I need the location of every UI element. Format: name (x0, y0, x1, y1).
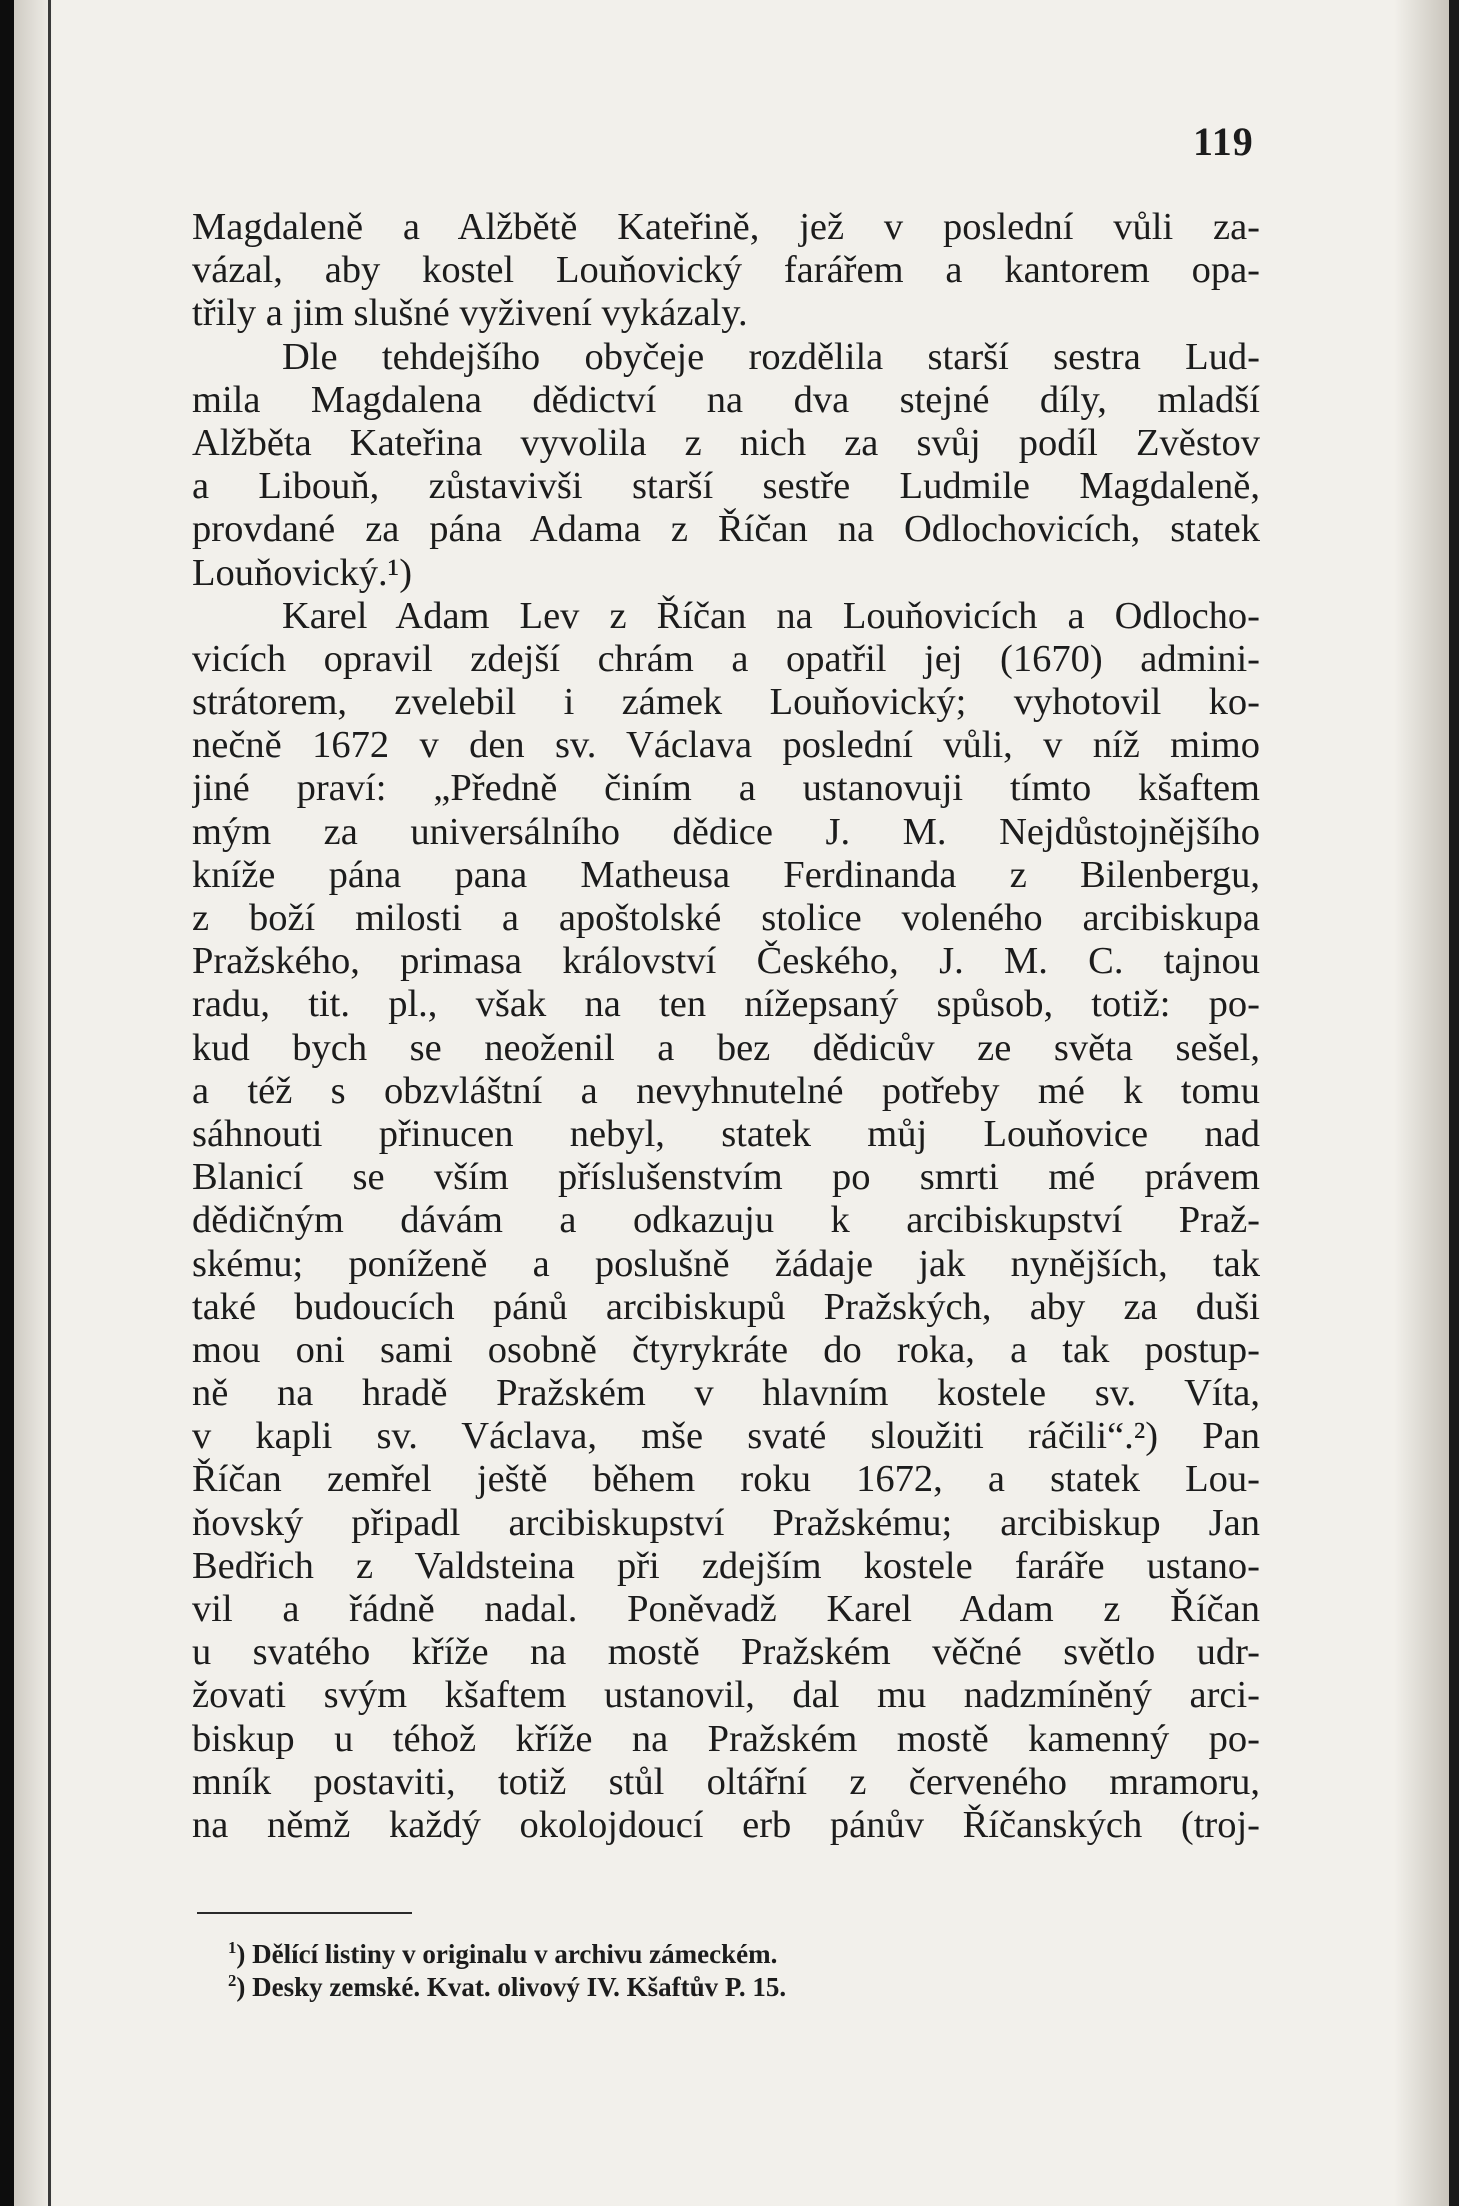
text-line: vicích opravil zdejší chrám a opatřil jej (1670) admini- (192, 637, 1260, 680)
text-line: kud bych se neoženil a bez dědicův ze světa sešel, (192, 1026, 1260, 1069)
text-line: a též s obzvláštní a nevyhnutelné potřeby mé k tomu (192, 1069, 1260, 1112)
footnote-rule (197, 1912, 412, 1914)
text-line: Magdaleně a Alžbětě Kateřině, jež v poslední vůli za- (192, 206, 1260, 248)
footnote-paren: ) (236, 1972, 253, 2002)
body-text (192, 206, 1260, 1847)
footnote-text: Dělící listiny v originalu v archivu zámeckém. (252, 1939, 778, 1969)
text-line: strátorem, zvelebil i zámek Louňovický; vyhotovil ko- (192, 681, 1260, 724)
footnote-mark: 1 (228, 1938, 237, 1957)
text-line: také budoucích pánů arcibiskupů Pražských, aby za duši (192, 1285, 1260, 1328)
text-line: vil a řádně nadal. Poněvadž Karel Adam z Říčan (192, 1588, 1260, 1630)
text-line: sáhnouti přinucen nebyl, statek můj Louňovice nad (192, 1112, 1260, 1155)
text-line: biskup u téhož kříže na Pražském mostě kamenný po- (192, 1717, 1260, 1760)
text-line: ně na hradě Pražském v hlavním kostele sv. Víta, (192, 1372, 1260, 1415)
footnote-mark: 2 (228, 1971, 237, 1990)
text-line: v kapli sv. Václava, mše svaté sloužiti ráčili“.²) Pan (192, 1415, 1260, 1458)
text-line: Bedřich z Valdsteina při zdejším kostele faráře ustano- (192, 1544, 1260, 1587)
page-number: 119 (1193, 119, 1254, 164)
footnote-paren: ) (236, 1939, 253, 1969)
text-line: Blanicí se vším příslušenstvím po smrti mé právem (192, 1156, 1260, 1199)
text-line: a Libouň, zůstavivši starší sestře Ludmile Magdaleně, (192, 465, 1260, 508)
text-line: mou oni sami osobně čtyrykráte do roka, a tak postup- (192, 1328, 1260, 1371)
footnote-text: Desky zemské. Kvat. olivový IV. Kšaftův P. 15. (252, 1972, 787, 2002)
text-line: nečně 1672 v den sv. Václava poslední vůli, v níž mimo (192, 724, 1260, 767)
text-line: na němž každý okolojdoucí erb pánův Říčanských (troj- (192, 1803, 1260, 1846)
text-line: žovati svým kšaftem ustanovil, dal mu nadzmíněný arci- (192, 1674, 1260, 1717)
text-line: ňovský připadl arcibiskupství Pražskému; arcibiskup Jan (192, 1501, 1260, 1544)
text-line: u svatého kříže na mostě Pražském věčné světlo udr- (192, 1631, 1260, 1674)
text-line: mník postaviti, totiž stůl oltářní z červeného mramoru, (192, 1760, 1260, 1803)
page-left-edge (0, 0, 14, 2206)
text-line: kníže pána pana Matheusa Ferdinanda z Bilenbergu, (192, 853, 1260, 896)
text-line: provdané za pána Adama z Říčan na Odlochovicích, statek (192, 508, 1260, 551)
text-line: Říčan zemřel ještě během roku 1672, a statek Lou- (192, 1458, 1260, 1501)
text-line: dědičným dávám a odkazuju k arcibiskupství Praž- (192, 1199, 1260, 1242)
page-right-edge (1449, 0, 1459, 2206)
text-line: Pražského, primasa království Českého, J. M. C. tajnou (192, 940, 1260, 983)
text-line: z boží milosti a apoštolské stolice voleného arcibiskupa (192, 897, 1260, 939)
right-edge-shadow (1394, 0, 1449, 2206)
text-line: Dle tehdejšího obyčeje rozdělila starší sestra Lud- (282, 335, 1260, 378)
footnote (228, 1971, 786, 2004)
spine-line (48, 0, 51, 2206)
footnote (228, 1938, 786, 1971)
text-line: mila Magdalena dědictví na dva stejné díly, mladší (192, 378, 1260, 421)
text-line: radu, tit. pl., však na ten níže​psaný spůsob, totiž: po- (192, 983, 1260, 1026)
text-line: skému; poníženě a poslušně žádaje jak nynějších, tak (192, 1242, 1260, 1285)
footnotes (228, 1938, 786, 2004)
text-line: mým za universálního dědice J. M. Nejdůstojnějšího (192, 810, 1260, 853)
text-line: vázal, aby kostel Louňovický farářem a kantorem opa- (192, 249, 1260, 292)
text-line: Karel Adam Lev z Říčan na Louňovicích a Odlocho- (282, 594, 1260, 637)
text-line: Louňovický.¹) (192, 551, 413, 594)
text-line: Alžběta Kateřina vyvolila z nich za svůj podíl Zvěstov (192, 421, 1260, 464)
text-line: jiné praví: „Předně činím a ustanovuji tímto kšaftem (192, 767, 1260, 810)
text-line: třily a jim slušné vyživení vykázaly. (192, 292, 748, 335)
